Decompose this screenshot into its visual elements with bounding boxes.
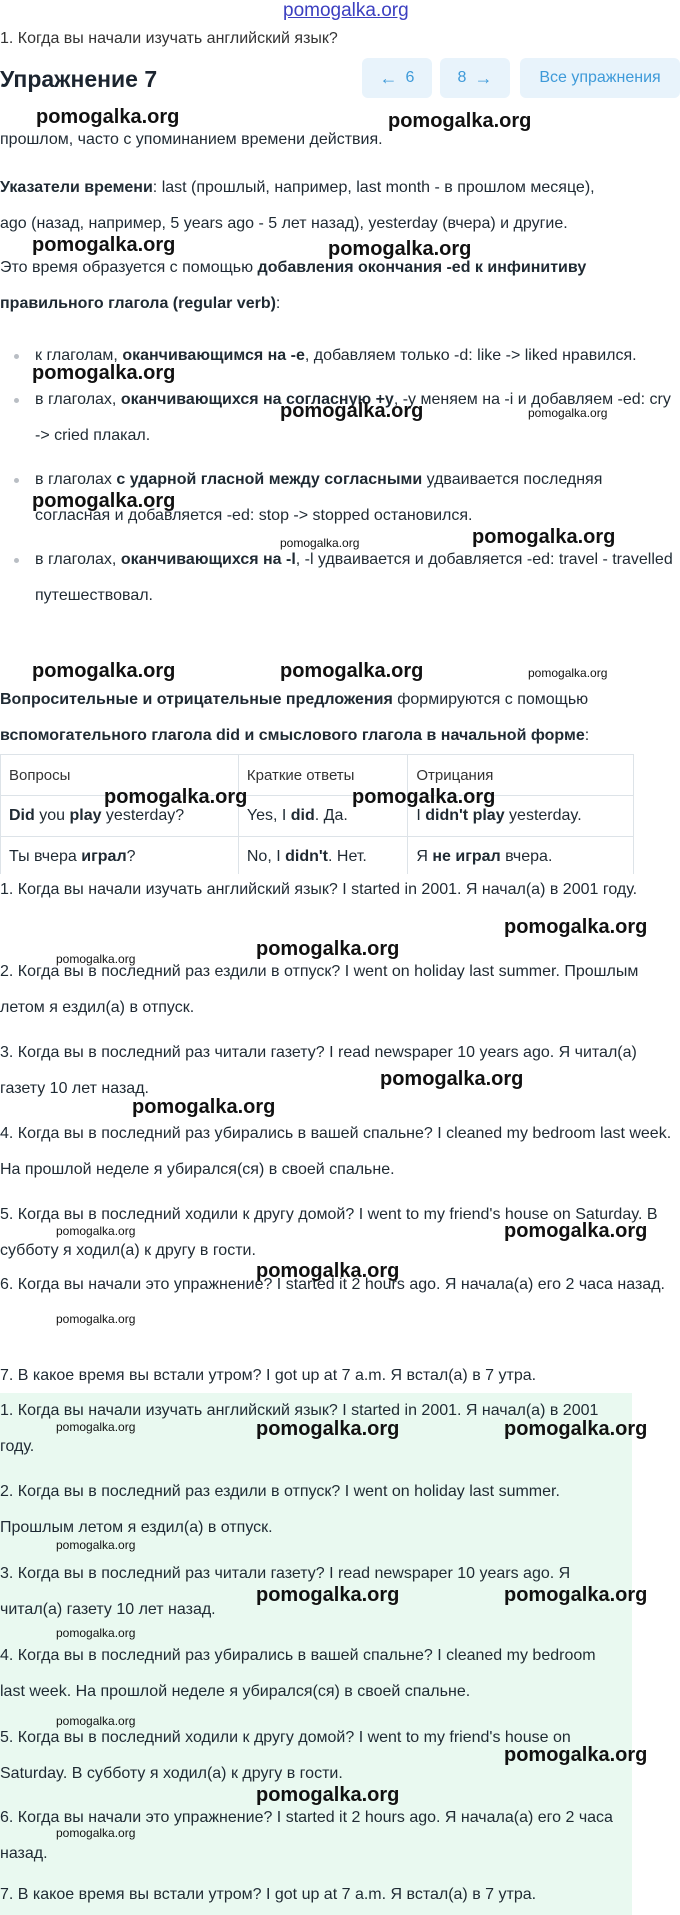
rule-bold: оканчивающимся на -e — [122, 347, 305, 364]
questions-text: формируются с помощью — [392, 691, 589, 708]
answer-item-highlight: 7. В какое время вы встали утром? I got up at 7 a.m. Я встал(а) в 7 утра. — [0, 1886, 537, 1903]
table-header: Отрицания — [408, 755, 634, 796]
watermark: pomogalka.org — [132, 1096, 276, 1118]
exercise-title: Упражнение 7 — [0, 66, 158, 92]
answer-item: 6. Когда вы начали это упражнение? I started it 2 hours ago. Я начала(а) его 2 часа назад. — [0, 1276, 665, 1293]
watermark: pomogalka.org — [256, 1584, 400, 1606]
watermark: pomogalka.org — [256, 1418, 400, 1440]
time-markers — [0, 170, 680, 242]
watermark: pomogalka.org — [280, 400, 424, 422]
watermark: pomogalka.org — [32, 362, 176, 384]
formation-bold-2: правильного глагола (regular verb) — [0, 295, 276, 312]
watermark: pomogalka.org — [36, 106, 180, 128]
list-item — [0, 542, 680, 614]
questions-bold: Вопросительные и отрицательные предложения — [0, 691, 393, 708]
answer-item-highlight: 4. Когда вы в последний раз убирались в вашей спальне? I cleaned my bedroom last week. На прошлой неделе я убирался(ся) в своей спальне. — [0, 1647, 596, 1700]
answer-item: 1. Когда вы начали изучать английский язык? I started in 2001. Я начал(а) в 2001 году. — [0, 881, 638, 898]
watermark: pomogalka.org — [380, 1068, 524, 1090]
answer-item-highlight: 6. Когда вы начали это упражнение? I started it 2 hours ago. Я начала(а) его 2 часа назад. — [0, 1809, 613, 1862]
table-row — [1, 837, 634, 875]
watermark: pomogalka.org — [56, 1224, 136, 1238]
prev-exercise-button[interactable] — [362, 58, 432, 98]
table-cell: Ты вчера играл? — [1, 837, 239, 875]
all-exercises-label: Все упражнения — [539, 69, 661, 86]
auxiliary-colon: : — [584, 727, 590, 744]
next-exercise-label: 8 — [457, 69, 467, 86]
time-markers-label: Указатели времени — [0, 179, 153, 196]
grammar-table-wrapper — [0, 754, 640, 874]
answer-item-highlight: 5. Когда вы в последний ходили к другу домой? I went to my friend's house on Saturday. В субботу я ходил(а) к другу в гости. — [0, 1729, 571, 1782]
watermark: pomogalka.org — [32, 660, 176, 682]
answer-item-highlight: 2. Когда вы в последний раз ездили в отпуск? I went on holiday last summer. Прошлым летом я ездил(а) в отпуск. — [0, 1483, 560, 1536]
rule-bold: оканчивающихся на согласную +y — [120, 391, 394, 408]
watermark: pomogalka.org — [56, 1312, 136, 1326]
prev-exercise-label: 6 — [405, 69, 415, 86]
rule-pre: к глаголам, — [35, 347, 123, 364]
table-cell: No, I didn't. Нет. — [238, 837, 407, 875]
rule-post: , добавляем только -d: like -> liked нравился. — [304, 347, 637, 364]
rule-pre: в глаголах, — [35, 551, 121, 568]
table-header: Краткие ответы — [238, 755, 407, 796]
answer-item: 4. Когда вы в последний раз убирались в вашей спальне? I cleaned my bedroom last week. На прошлой неделе я убирался(ся) в своей спальне. — [0, 1125, 672, 1178]
time-markers-text-1: : last (прошлый, например, last month - в прошлом месяце), — [152, 179, 595, 196]
answer-item: 2. Когда вы в последний раз ездили в отпуск? I went on holiday last summer. Прошлым летом я ездил(а) в отпуск. — [0, 963, 639, 1016]
watermark: pomogalka.org — [56, 1538, 136, 1552]
watermark: pomogalka.org — [504, 1744, 648, 1766]
watermark: pomogalka.org — [56, 1626, 136, 1640]
intro-tail: прошлом, часто с упоминанием времени действия. — [0, 131, 383, 148]
rule-bold: с ударной гласной между согласными — [116, 471, 423, 488]
table-header-row — [1, 755, 634, 796]
time-markers-text-2: ago (назад, например, 5 years ago - 5 лет назад), yesterday (вчера) и другие. — [0, 215, 568, 232]
watermark: pomogalka.org — [280, 660, 424, 682]
auxiliary-bold: вспомогательного глагола did и смыслового глагола в начальной форме — [0, 727, 585, 744]
answer-item: 7. В какое время вы встали утром? I got up at 7 a.m. Я встал(а) в 7 утра. — [0, 1367, 537, 1384]
watermark: pomogalka.org — [504, 1220, 648, 1242]
arrow-left-icon: ← — [379, 67, 398, 88]
watermark: pomogalka.org — [256, 1260, 400, 1282]
cut-off-line: 1. Когда вы начали изучать английский язык? — [0, 30, 338, 47]
rule-bold: оканчивающихся на -l — [120, 551, 296, 568]
watermark: pomogalka.org — [504, 1584, 648, 1606]
watermark: pomogalka.org — [352, 786, 496, 808]
watermark: pomogalka.org — [32, 234, 176, 256]
formation-bold-1: добавления окончания -ed к инфинитиву — [257, 259, 587, 276]
rule-post: , -l удваивается и добавляется -ed: travel - travelled путешествовал. — [35, 551, 673, 604]
watermark: pomogalka.org — [528, 666, 608, 680]
all-exercises-button[interactable] — [520, 58, 680, 98]
table-cell: Did you play yesterday? — [1, 796, 239, 837]
watermark: pomogalka.org — [504, 1418, 648, 1440]
table-cell: Я не играл вчера. — [408, 837, 634, 875]
watermark: pomogalka.org — [56, 1420, 136, 1434]
table-cell: I didn't play yesterday. — [408, 796, 634, 837]
table-cell: Yes, I did. Да. — [238, 796, 407, 837]
formation-lead: Это время образуется с помощью — [0, 259, 258, 276]
answer-item-highlight: 1. Когда вы начали изучать английский язык? I started in 2001. Я начал(а) в 2001 году. — [0, 1402, 599, 1455]
questions-negatives-text — [0, 682, 680, 754]
table-row — [1, 796, 634, 837]
answer-item: 5. Когда вы в последний ходили к другу домой? I went to my friend's house on Saturday. В субботу я ходил(а) к другу в гости. — [0, 1206, 658, 1259]
watermark: pomogalka.org — [32, 490, 176, 512]
watermark: pomogalka.org — [328, 238, 472, 260]
table-header: Вопросы — [1, 755, 239, 796]
watermark: pomogalka.org — [280, 536, 360, 550]
watermark: pomogalka.org — [56, 1714, 136, 1728]
watermark: pomogalka.org — [504, 916, 648, 938]
answer-item-highlight: 3. Когда вы в последний раз читали газету? I read newspaper 10 years ago. Я читал(а) газету 10 лет назад. — [0, 1565, 571, 1618]
watermark: pomogalka.org — [256, 938, 400, 960]
answer-item: 3. Когда вы в последний раз читали газету? I read newspaper 10 years ago. Я читал(а) газету 10 лет назад. — [0, 1044, 637, 1097]
arrow-right-icon: → — [474, 67, 493, 88]
watermark: pomogalka.org — [56, 1826, 136, 1840]
site-link[interactable]: pomogalka.org — [283, 0, 409, 21]
formation-colon: : — [275, 295, 281, 312]
grammar-table — [0, 754, 634, 874]
watermark: pomogalka.org — [256, 1784, 400, 1806]
watermark: pomogalka.org — [528, 406, 608, 420]
watermark: pomogalka.org — [56, 952, 136, 966]
rule-pre: в глаголах — [35, 471, 117, 488]
watermark: pomogalka.org — [472, 526, 616, 548]
rule-pre: в глаголах, — [35, 391, 121, 408]
rule-post: , -y меняем на -i и добавляем -ed: cry -> cried плакал. — [35, 391, 671, 444]
next-exercise-button[interactable] — [440, 58, 510, 98]
watermark: pomogalka.org — [388, 110, 532, 132]
rule-post: удваивается последняя согласная и добавляется -ed: stop -> stopped остановился. — [35, 471, 603, 524]
watermark: pomogalka.org — [104, 786, 248, 808]
